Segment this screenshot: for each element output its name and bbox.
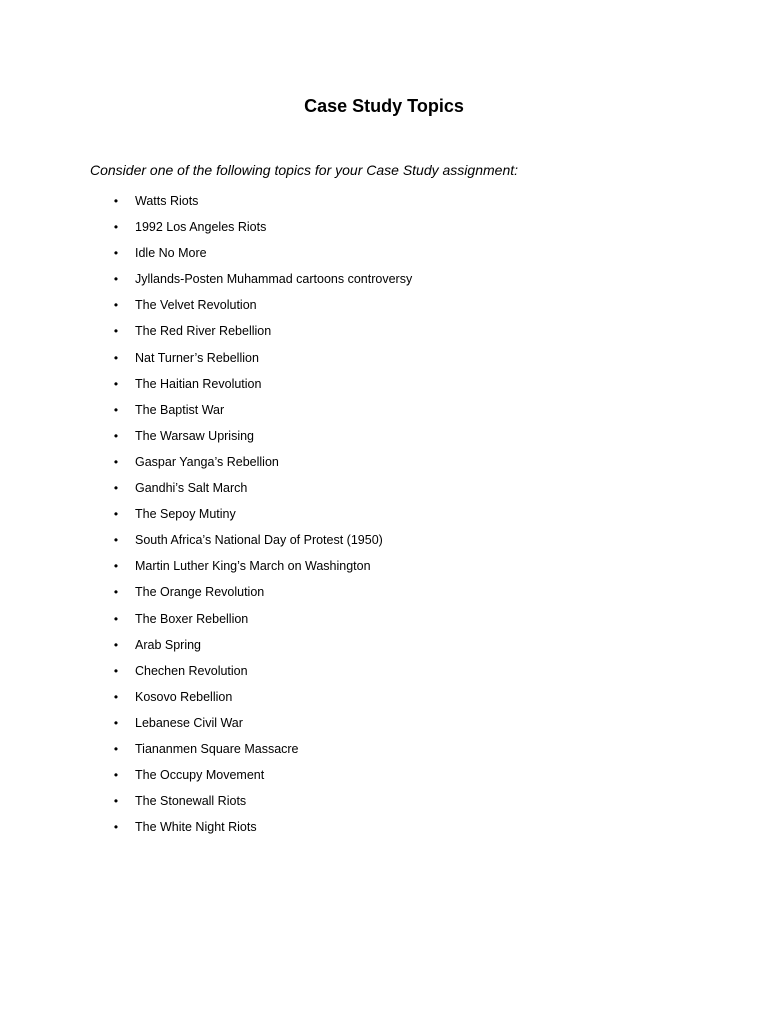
bullet-icon: • — [113, 350, 119, 365]
topic-label: The Boxer Rebellion — [135, 611, 249, 626]
bullet-icon: • — [113, 663, 119, 678]
bullet-icon: • — [113, 533, 119, 548]
topic-label: Arab Spring — [135, 637, 202, 652]
topic-label: The Haitian Revolution — [135, 376, 262, 391]
topic-label: The Red River Rebellion — [135, 324, 272, 339]
bullet-icon: • — [113, 324, 119, 339]
bullet-icon: • — [113, 689, 119, 704]
bullet-icon: • — [113, 820, 119, 835]
intro-text: Consider one of the following topics for your Case Study assignment: — [90, 162, 519, 178]
bullet-icon: • — [113, 246, 119, 261]
topic-label: Idle No More — [135, 246, 207, 261]
bullet-icon: • — [113, 402, 119, 417]
bullet-icon: • — [113, 768, 119, 783]
topic-label: The Stonewall Riots — [135, 794, 247, 809]
topic-label: Tiananmen Square Massacre — [135, 741, 299, 756]
bullet-icon: • — [113, 585, 119, 600]
bullet-icon: • — [113, 794, 119, 809]
topic-label: The Occupy Movement — [135, 768, 265, 783]
topic-label: Lebanese Civil War — [135, 715, 243, 730]
bullet-icon: • — [113, 715, 119, 730]
bullet-icon: • — [113, 481, 119, 496]
page-title: Case Study Topics — [304, 96, 464, 116]
topic-label: Chechen Revolution — [135, 663, 248, 678]
topic-label: Watts Riots — [135, 194, 199, 208]
topic-label: South Africa’s National Day of Protest (1950) — [135, 533, 383, 548]
bullet-icon: • — [113, 220, 119, 235]
topic-label: The Sepoy Mutiny — [135, 507, 236, 522]
bullet-icon: • — [113, 298, 119, 313]
topic-label: Nat Turner’s Rebellion — [135, 350, 259, 365]
topic-label: The White Night Riots — [135, 820, 257, 835]
bullet-icon: • — [113, 454, 119, 469]
bullet-icon: • — [113, 428, 119, 443]
bullet-icon: • — [113, 194, 119, 208]
bullet-icon: • — [113, 741, 119, 756]
topic-label: The Warsaw Uprising — [135, 428, 255, 443]
topic-label: Gaspar Yanga’s Rebellion — [135, 454, 279, 469]
topic-label: 1992 Los Angeles Riots — [135, 220, 267, 235]
topic-label: Martin Luther King’s March on Washington — [135, 559, 371, 574]
bullet-icon: • — [113, 272, 119, 287]
topic-label: Jyllands-Posten Muhammad cartoons controversy — [135, 272, 413, 287]
bullet-icon: • — [113, 637, 119, 652]
bullet-icon: • — [113, 507, 119, 522]
bullet-icon: • — [113, 376, 119, 391]
topic-label: The Velvet Revolution — [135, 298, 257, 313]
bullet-icon: • — [113, 559, 119, 574]
bullet-icon: • — [113, 611, 119, 626]
topic-label: The Baptist War — [135, 402, 225, 417]
topic-label: Kosovo Rebellion — [135, 689, 233, 704]
topic-label: The Orange Revolution — [135, 585, 265, 600]
topic-label: Gandhi’s Salt March — [135, 481, 248, 496]
